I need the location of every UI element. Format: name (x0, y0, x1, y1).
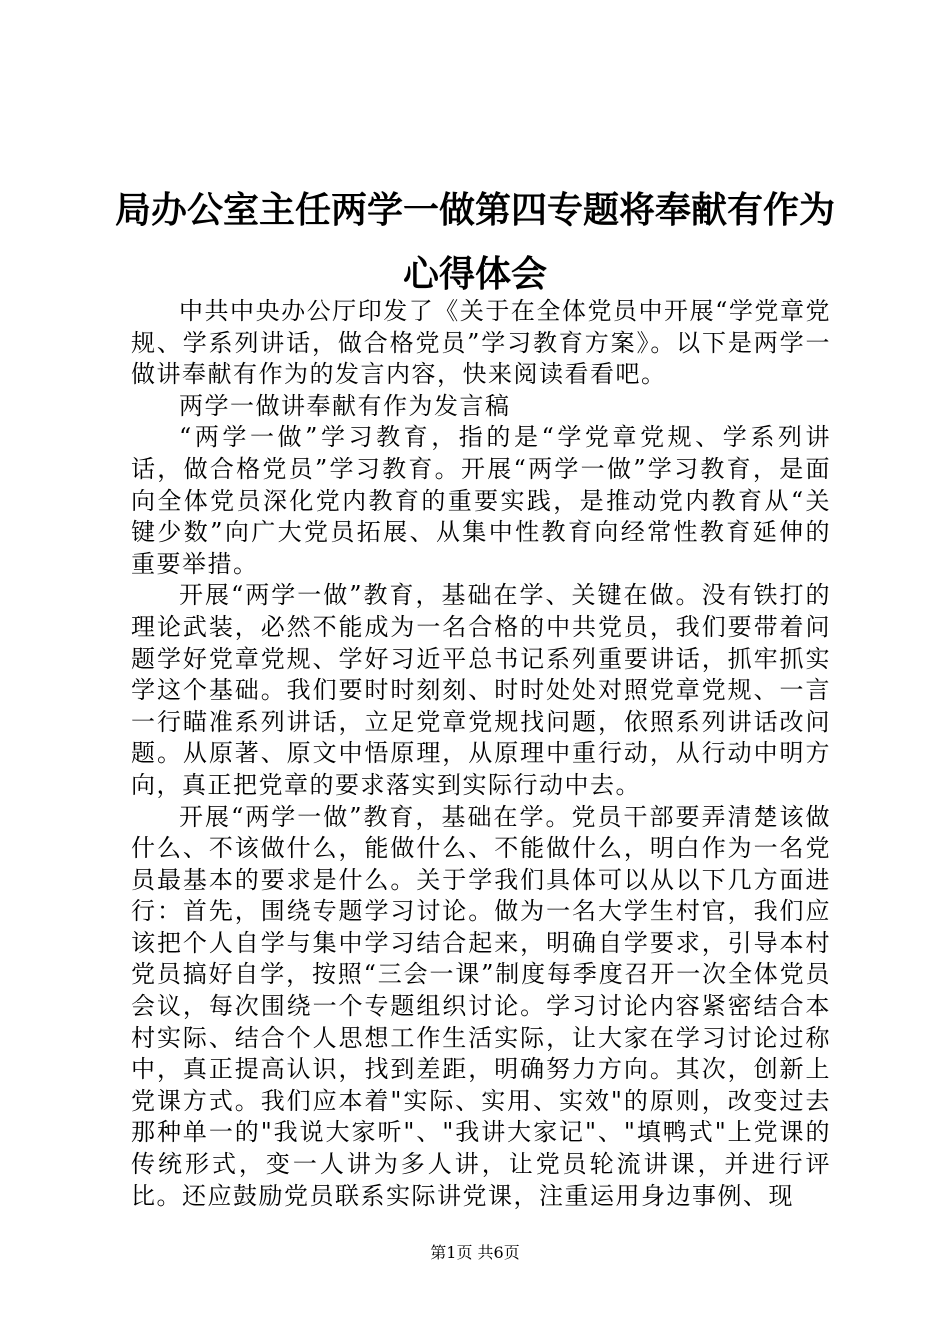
document-title-line-1: 局办公室主任两学一做第四专题将奉献有作为 (114, 189, 835, 231)
page-footer: 第1页 共6页 (430, 1243, 520, 1262)
paragraph-subtitle: 两学一做讲奉献有作为发言稿 (179, 391, 511, 420)
paragraph-learn-and-do: 开展“两学一做”教育，基础在学、关键在做。没有铁打的理论武装，必然不能成为一名合格的中共党员，我们要带着问题学好党章党规、学好习近平总书记系列重要讲话，抓牢抓实学这个基础。我们要时时刻刻、时时处处对照党章党规、一言一行瞄准系列讲话，立足党章党规找问题，依照系列讲话改问题。从原著、原文中悟原理，从原理中重行动，从行动中明方向，真正把党章的要求落实到实际行动中去。 (131, 581, 831, 799)
paragraph-learn-basis: 开展“两学一做”教育，基础在学。党员干部要弄清楚该做什么、不该做什么，能做什么、不能做什么，明白作为一名党员最基本的要求是什么。关于学我们具体可以从以下几方面进行：首先，围绕专题学习讨论。做为一名大学生村官，我们应该把个人自学与集中学习结合起来，明确自学要求，引导本村党员搞好自学，按照“三会一课”制度每季度召开一次全体党员会议，每次围绕一个专题组织讨论。学习讨论内容紧密结合本村实际、结合个人思想工作生活实际，让大家在学习讨论过称中，真正提高认识，找到差距，明确努力方向。其次，创新上党课方式。我们应本着"实际、实用、实效"的原则，改变过去那种单一的"我说大家听"、"我讲大家记"、"填鸭式"上党课的传统形式，变一人讲为多人讲，让党员轮流讲课，并进行评比。还应鼓励党员联系实际讲党课，注重运用身边事例、现 (131, 802, 831, 1210)
document-title-line-2: 心得体会 (402, 253, 547, 295)
paragraph-definition: “两学一做”学习教育，指的是“学党章党规、学系列讲话，做合格党员”学习教育。开展“两学一做”学习教育，是面向全体党员深化党内教育的重要实践，是推动党内教育从“关键少数”向广大党员拓展、从集中性教育向经常性教育延伸的重要举措。 (131, 423, 831, 578)
paragraph-intro: 中共中央办公厅印发了《关于在全体党员中开展“学党章党规、学系列讲话，做合格党员”学习教育方案》。以下是两学一做讲奉献有作为的发言内容，快来阅读看看吧。 (131, 297, 831, 389)
document-body (131, 296, 831, 1212)
